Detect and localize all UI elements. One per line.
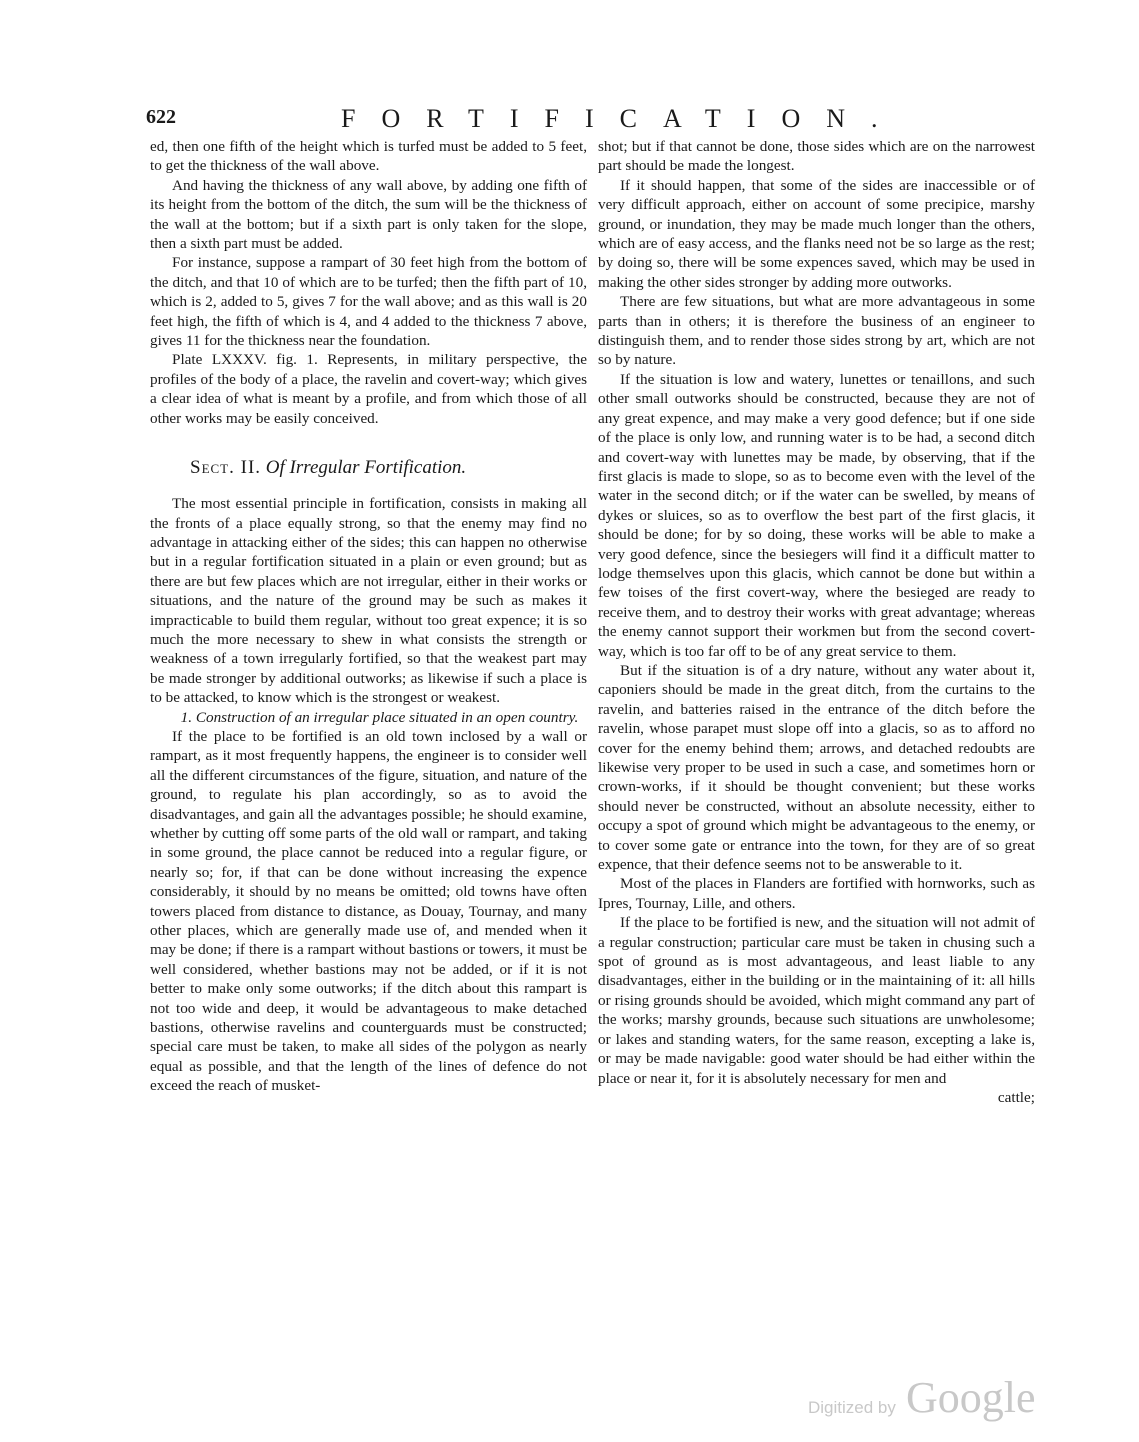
paragraph: If it should happen, that some of the sides are inaccessible or of very difficult approach, either on account of some precipice, marshy ground, or inundation, they may be made much longer than the others, which are of easy access, and the flanks need not be so large as the rest; by doing so, there will be some expences saved, which may be used in making the other sides stronger by adding more outworks. (598, 176, 1035, 291)
paragraph: And having the thickness of any wall above, by adding one fifth of its height from the bottom of the ditch, the sum will be the thickness of the wall at the bottom; but if a sixth part is only taken for the slope, then a sixth part must be added. (150, 176, 587, 253)
right-column (598, 137, 1035, 1107)
paragraph: But if the situation is of a dry nature, without any water about it, caponiers should be made in the great ditch, from the curtains to the ravelin, and batteries raised in the entrance of the ditch before the ravelin, whose parapet must slope off into a glacis, so as to afford no cover for the enemy behind them; arrows, and detached redoubts are likewise very proper to be used in such a case, and sometimes horn or crown-works, if it should be thought convenient; but these works should never be constructed, without an absolute necessity, either to occupy a spot of ground which might be advantageous to the enemy, or to cover some gate or entrance into the town, for they are of so great expence, that their defence seems not to be answerable to it. (598, 661, 1035, 874)
paragraph: The most essential principle in fortification, consists in making all the fronts of a place equally strong, so that the enemy may find no advantage in attacking either of the sides; this can happen no otherwise but in a regular fortification situated in a plain or even ground; but as there are but few places which are not irregular, either in their works or situations, and the nature of the ground may be such as makes it impracticable to build them regular, without too great expence; it is so much the more necessary to shew in what consists the strength or weakness of a town irregularly fortified, so that the weakest part may be made stronger by additional outworks; as likewise if such a place is to be attacked, to know which is the strongest or weakest. (150, 495, 587, 707)
page-header (146, 104, 1031, 138)
paragraph: Plate LXXXV. fig. 1. Represents, in military perspective, the profiles of the body of a place, the ravelin and covert-way; which gives a clear idea of what is meant by a profile, and from which those of all other works may be easily conceived. (150, 351, 587, 427)
paragraph: Most of the places in Flanders are fortified with hornworks, such as Ipres, Tournay, Lille, and others. (598, 875, 1035, 912)
section-heading (150, 456, 587, 480)
page-number: 622 (146, 106, 176, 128)
paragraph: ed, then one fifth of the height which is turfed must be added to 5 feet, to get the thickness of the wall above. (150, 138, 587, 175)
paragraph: If the situation is low and watery, lunettes or tenaillons, and such other small outworks should be constructed, because they are not of any great expence, and may make a very good defence; but if one side of the place is only low, and running water is to be had, a second ditch and covert-way with lunettes may be made, by observing, that if the first glacis is made to slope, so as to become even with the level of the water in the second ditch; or if the water can be swelled, by means of dykes or sluices, so as to overflow the best part of the first glacis, it should be done; for by so doing, these works will be able to make a very good defence, since the besiegers will find it a difficult matter to lodge themselves upon this glacis, which cannot be done but within a few toises of the first covert-way, where the besieged are ready to receive them, and to destroy their works with great advantage; whereas the enemy cannot support their workmen but from the second covert-way, which is too far off to be of any great service to them. (598, 370, 1035, 660)
paragraph: If the place to be fortified is an old town inclosed by a wall or rampart, as it most frequently happens, the engineer is to consider well all the different circumstances of the figure, situation, and nature of the ground, to regulate his plan accordingly, so as to avoid the disadvantages, and gain all the advantages possible; he should examine, whether by cutting off some parts of the old wall or rampart, and taking in some ground, the place cannot be reduced into a regular figure, or nearly so; for, if that can be done without increasing the expence considerably, it should by no means be omitted; old towns have often towers placed from distance to distance, as Douay, Tournay, and many other places, which are generally made use of, and mended when it may be done; if there is a rampart without bastions or towers, it must be well considered, whether bastions may not be added, or if it is not better to make only some outworks; if the ditch about this rampart is not too wide and deep, it would be advantageous to make detached bastions, otherwise ravelins and counterguards must be constructed; special care must be taken, to make all sides of the polygon as nearly equal as possible, and that the length of the lines of defence do not exceed the reach of musket- (150, 727, 587, 1095)
paragraph: shot; but if that cannot be done, those sides which are on the narrowest part should be made the longest. (598, 138, 1035, 175)
paragraph: There are few situations, but what are more advantageous in some parts than in others; it is therefore the business of an engineer to distinguish them, and to render those sides strong by art, which are not so by nature. (598, 293, 1035, 369)
google-logo: Google (906, 1373, 1036, 1422)
subsection-heading: 1. Construction of an irregular place situated in an open country. (180, 708, 579, 726)
watermark-digitized-by: Digitized by (808, 1398, 896, 1417)
digitized-watermark (808, 1373, 1048, 1424)
running-title: FORTIFICATION. (341, 104, 904, 133)
catchword: cattle; (997, 1088, 1035, 1106)
paragraph: For instance, suppose a rampart of 30 feet high from the bottom of the ditch, and that 10 of which are to be turfed; then the fifth part of 10, which is 2, added to 5, gives 7 for the wall above; and as this wall is 20 feet high, the fifth of which is 4, and 4 added to the thickness 7 above, gives 11 for the thickness near the foundation. (150, 254, 587, 350)
paragraph: If the place to be fortified is new, and the situation will not admit of a regular construction; particular care must be taken in chusing such a spot of ground as is most advantageous, and least liable to any disadvantages, either in the building or in the maintaining of it: all hills or rising grounds should be avoided, which might command any part of the works; marshy grounds, because such situations are unwholesome; or lakes and standing waters, for the same reason, excepting a lake is, or may be made navigable: good water should be had either within the place or near it, for it is absolutely necessary for men and (598, 914, 1035, 1087)
section-label: Sect. II. (190, 457, 262, 479)
section-title: Of Irregular Fortification. (265, 457, 467, 479)
left-column (150, 137, 587, 1096)
